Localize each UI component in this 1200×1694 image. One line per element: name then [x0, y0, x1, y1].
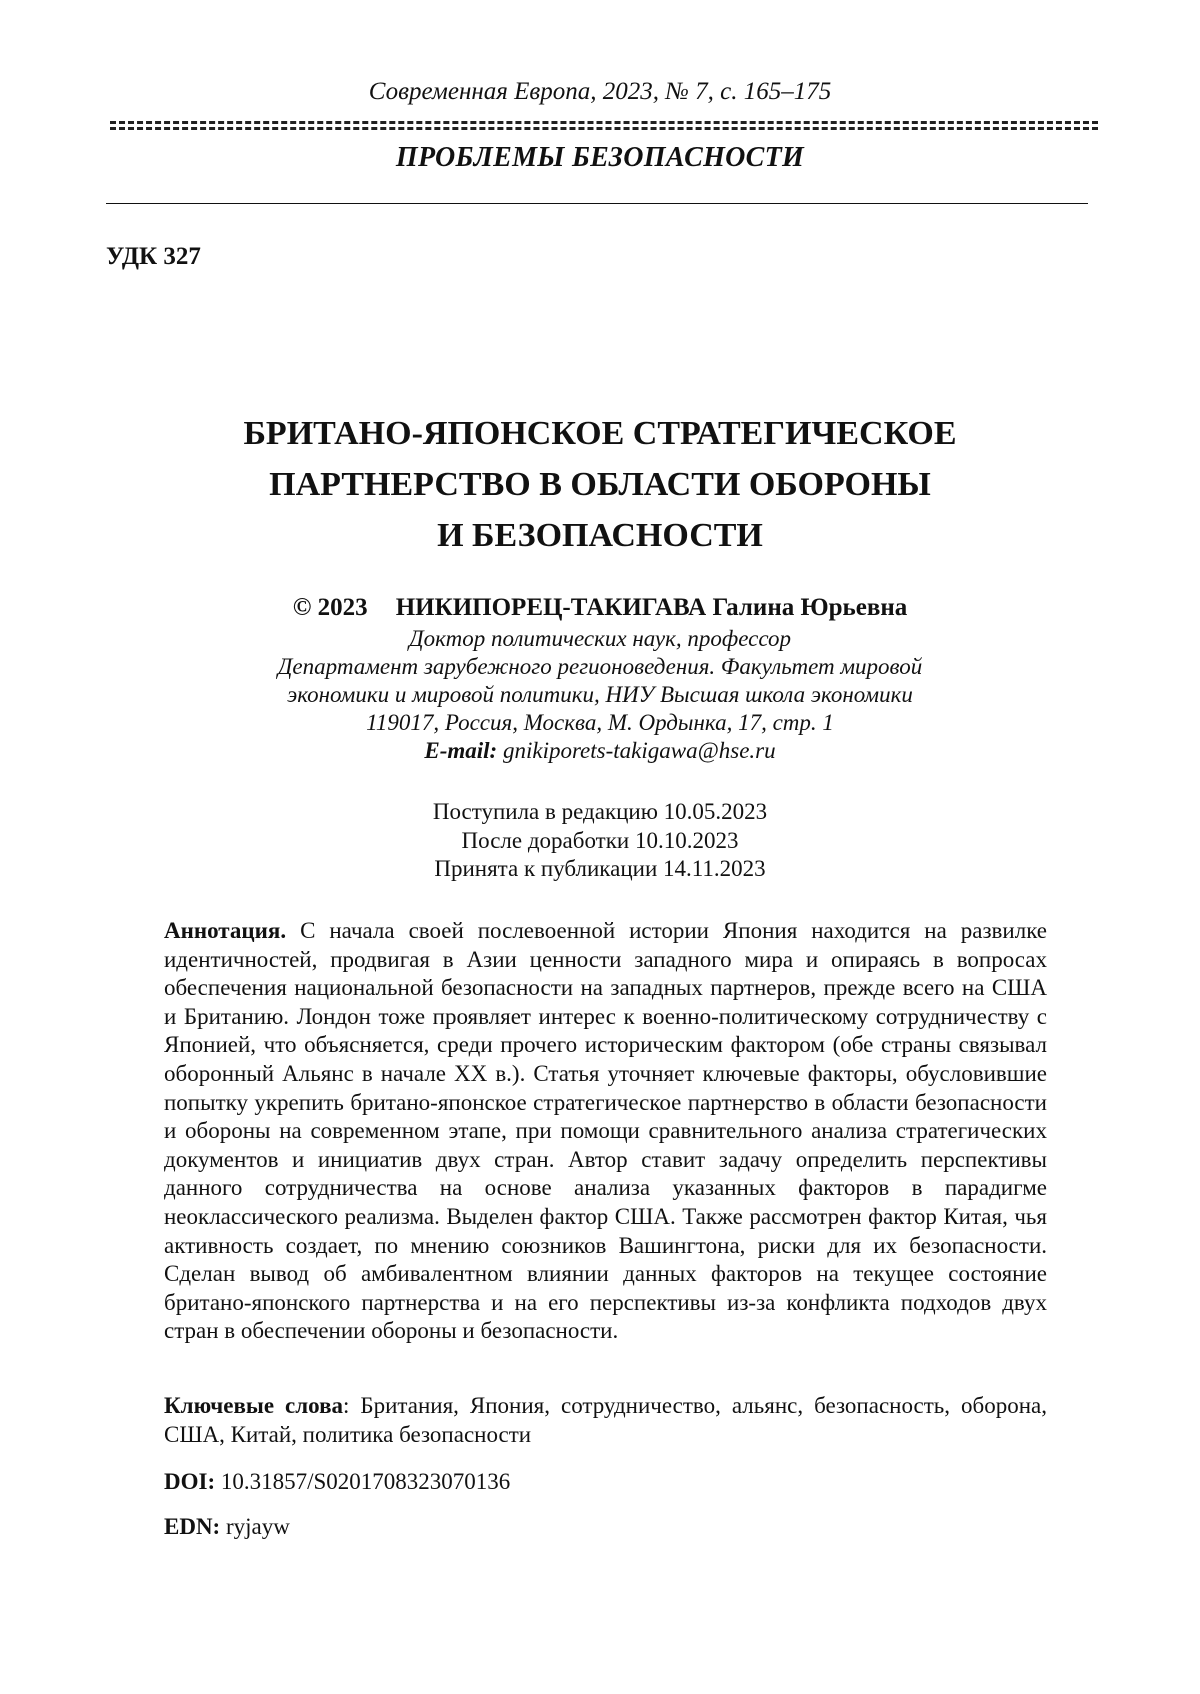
affiliation-line: экономики и мировой политики, НИУ Высшая школа экономики: [287, 682, 913, 707]
article-title: [0, 408, 1200, 561]
author-degree: Доктор политических наук, профессор: [409, 626, 791, 651]
abstract-label: Аннотация.: [164, 918, 287, 943]
edn: [164, 1514, 290, 1540]
author-line: [0, 594, 1200, 622]
edn-value: ryjayw: [225, 1514, 290, 1539]
doi-label: DOI:: [164, 1469, 216, 1494]
section-title: ПРОБЛЕМЫ БЕЗОПАСНОСТИ: [395, 142, 805, 173]
edn-label: EDN:: [164, 1514, 221, 1539]
doi-value[interactable]: 10.31857/S0201708323070136: [220, 1469, 511, 1494]
doi: [164, 1469, 510, 1495]
author-affiliation: [0, 625, 1200, 765]
email-label: E-mail:: [424, 738, 498, 763]
date-received: Поступила в редакцию 10.05.2023: [432, 799, 768, 824]
date-accepted: Принята к публикации 14.11.2023: [434, 856, 766, 881]
email-link[interactable]: gnikiporets-takigawa@hse.ru: [502, 738, 776, 763]
udk-code: УДК 327: [106, 243, 201, 270]
author-email-line: [0, 737, 1200, 765]
title-line: ПАРТНЕРСТВО В ОБЛАСТИ ОБОРОНЫ: [269, 466, 931, 503]
date-revised: После доработки 10.10.2023: [461, 827, 739, 853]
author-address: 119017, Россия, Москва, М. Ордынка, 17, стр. 1: [366, 710, 834, 735]
header-double-rule: [110, 121, 1098, 130]
title-line: И БЕЗОПАСНОСТИ: [437, 517, 763, 554]
keywords-label: Ключевые слова: [164, 1393, 344, 1418]
keywords: [164, 1392, 1047, 1449]
abstract: [164, 917, 1047, 1346]
header-rule: [106, 203, 1088, 204]
abstract-text: С начала своей послевоенной истории Япония находится на развилке идентичностей, продвигая в Азии ценности западного мира и опираясь в вопросах обеспечения национальной безопасности на западных партнеров, прежде всего на США и Британию. Лондон тоже проявляет интерес к военно-политическому сотрудничеству с Японией, что объясняется, среди прочего историческим фактором (обе страны связывал оборонный Альянс в начале XX в.). Статья уточняет ключевые факторы, обусловившие попытку укрепить британо-японское стратегическое партнерство в области безопасности и обороны на современном этапе, при помощи сравнительного анализа стратегических документов и инициатив двух стран. Автор ставит задачу определить перспективы данного сотрудничества на основе анализа указанных факторов в парадигме неоклассического реализма. Выделен фактор США. Также рассмотрен фактор Китая, чья активность создает, по мнению союзников Вашингтона, риски для их безопасности. Сделан вывод об амбивалентном влиянии данных факторов на текущее состояние британо-японского партнерства и на его перспективы из-за конфликта подходов двух стран в обеспечении обороны и безопасности.: [164, 918, 1048, 1344]
journal-citation: Современная Европа, 2023, № 7, с. 165–175: [368, 78, 832, 105]
title-line: БРИТАНО-ЯПОНСКОЕ СТРАТЕГИЧЕСКОЕ: [243, 415, 957, 452]
copyright-year: © 2023: [292, 594, 368, 621]
affiliation-line: Департамент зарубежного регионоведения. Факультет мировой: [277, 654, 923, 679]
author-name: НИКИПОРЕЦ-ТАКИГАВА Галина Юрьевна: [395, 594, 908, 621]
keywords-text: : Британия, Япония, сотрудничество, альянс, безопасность, оборона, США, Китай, политика безопасности: [164, 1393, 1047, 1447]
submission-dates: [0, 798, 1200, 884]
